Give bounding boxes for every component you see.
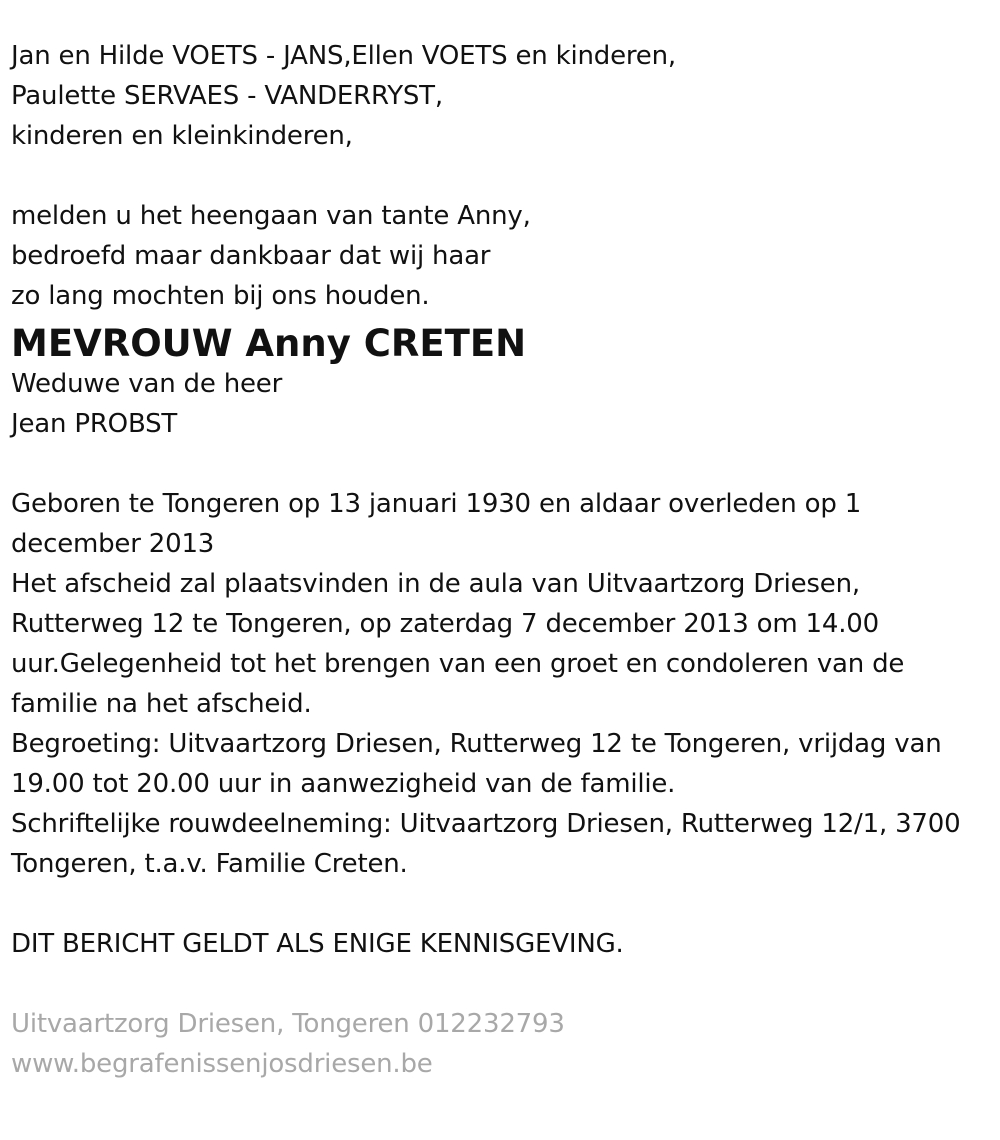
spacer [11, 964, 996, 1004]
spacer [11, 444, 996, 484]
announcer-line-1: Jan en Hilde VOETS - JANS,Ellen VOETS en kinderen, [11, 41, 676, 71]
spacer [11, 884, 996, 924]
deceased-name: MEVROUW Anny CRETEN [11, 322, 527, 365]
deceased-relation: Weduwe van de heer [11, 369, 283, 399]
written-condolence-text: Schriftelijke rouwdeelneming: Uitvaartzorg Driesen, Rutterweg 12/1, 3700 Tongeren, t.a.v. Familie Creten. [11, 809, 961, 879]
message-line-3: zo lang mochten bij ons houden. [11, 281, 430, 311]
farewell-text: Het afscheid zal plaatsvinden in de aula van Uitvaartzorg Driesen, Rutterweg 12 te Tongeren, op zaterdag 7 december 2013 om 14.00 uur.Gelegenheid tot het brengen van een groet en condoleren van de familie na het afscheid. [11, 569, 905, 719]
message-line-1: melden u het heengaan van tante Anny, [11, 201, 531, 231]
announcer-line-3: kinderen en kleinkinderen, [11, 121, 353, 151]
born-died-text: Geboren te Tongeren op 13 januari 1930 en aldaar overleden op 1 december 2013 [11, 489, 862, 559]
footer-company: Uitvaartzorg Driesen, Tongeren 012232793 [11, 1009, 565, 1039]
message-line-2: bedroefd maar dankbaar dat wij haar [11, 241, 491, 271]
death-notice [11, 36, 996, 1084]
footer-website: www.begrafenissenjosdriesen.be [11, 1049, 433, 1079]
greeting-text: Begroeting: Uitvaartzorg Driesen, Rutterweg 12 te Tongeren, vrijdag van 19.00 tot 20.00 uur in aanwezigheid van de familie. [11, 729, 942, 799]
spacer [11, 156, 996, 196]
deceased-spouse: Jean PROBST [11, 409, 178, 439]
announcer-line-2: Paulette SERVAES - VANDERRYST, [11, 81, 443, 111]
closing-statement: DIT BERICHT GELDT ALS ENIGE KENNISGEVING. [11, 929, 624, 959]
